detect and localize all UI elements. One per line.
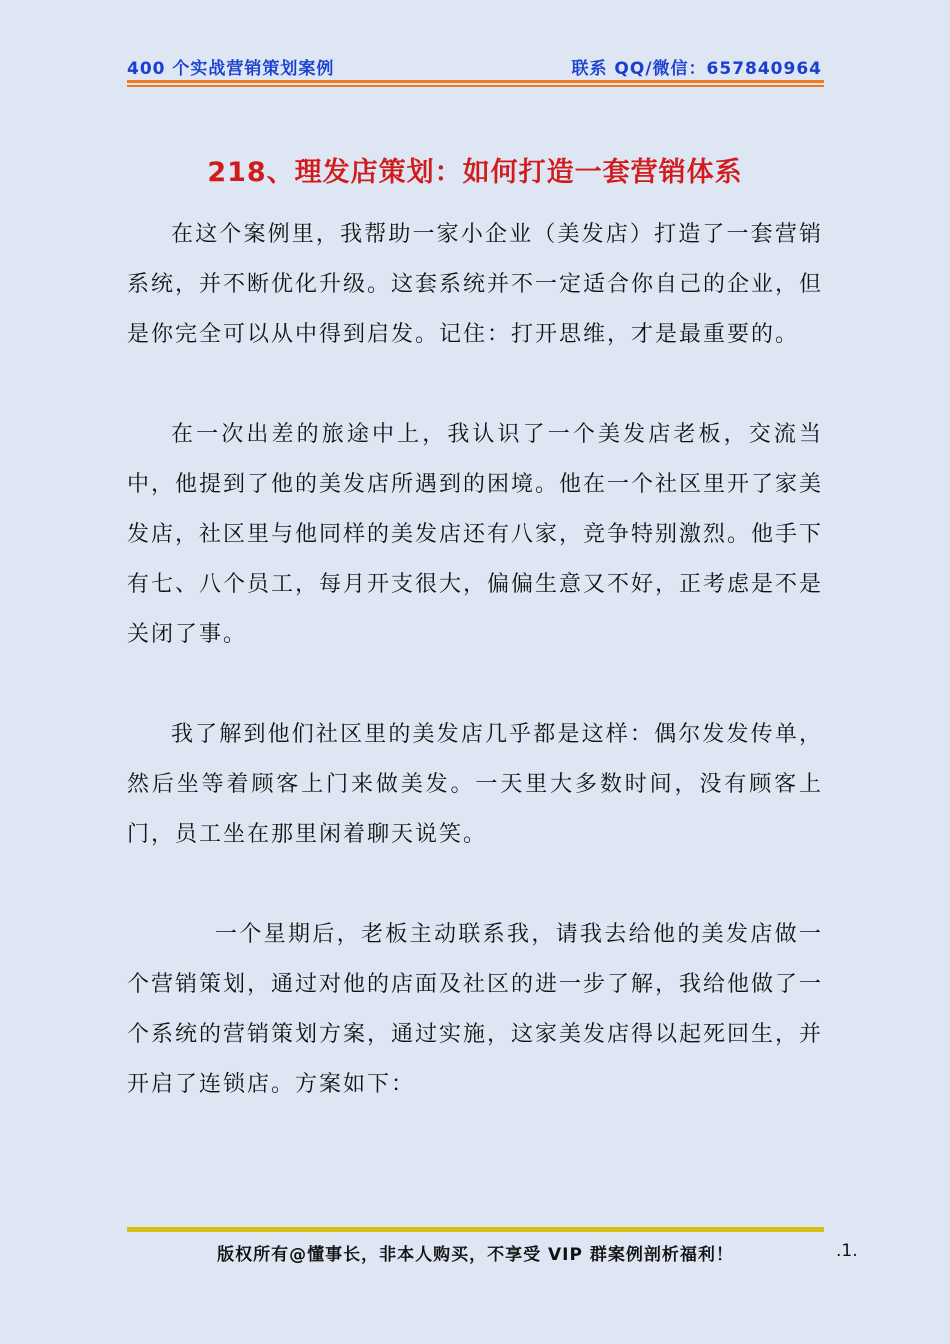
header-series-title: 400 个实战营销策划案例 <box>127 59 335 79</box>
header-contact: 联系 QQ/微信：657840964 <box>571 59 822 79</box>
header-rule-bottom <box>127 85 824 87</box>
footer-rule <box>127 1227 824 1232</box>
page-header <box>127 52 822 82</box>
paragraph-1: 在这个案例里，我帮助一家小企业（美发店）打造了一套营销系统，并不断优化升级。这套系统并不一定适合你自己的企业，但是你完全可以从中得到启发。记住：打开思维，才是最重要的。 <box>127 222 824 347</box>
copyright-notice: 版权所有@懂事长，非本人购买，不享受 VIP 群案例剖析福利！ <box>217 1245 734 1265</box>
paragraph-2: 在一次出差的旅途中上，我认识了一个美发店老板，交流当中，他提到了他的美发店所遇到的困境。他在一个社区里开了家美发店，社区里与他同样的美发店还有八家，竞争特别激烈。他手下有七、八个员工，每月开支很大，偏偏生意又不好，正考虑是不是关闭了事。 <box>127 422 824 647</box>
paragraph-3: 我了解到他们社区里的美发店几乎都是这样：偶尔发发传单，然后坐等着顾客上门来做美发。一天里大多数时间，没有顾客上门，员工坐在那里闲着聊天说笑。 <box>127 722 823 847</box>
document-title: 218、理发店策划：如何打造一套营销体系 <box>207 157 743 188</box>
page-number: .1. <box>836 1241 858 1261</box>
header-rule-top <box>127 80 824 83</box>
document-body <box>127 210 823 1160</box>
paragraph-4: 一个星期后，老板主动联系我，请我去给他的美发店做一个营销策划，通过对他的店面及社区的进一步了解，我给他做了一个系统的营销策划方案，通过实施，这家美发店得以起死回生，并开启了连锁店。方案如下： <box>127 922 824 1097</box>
